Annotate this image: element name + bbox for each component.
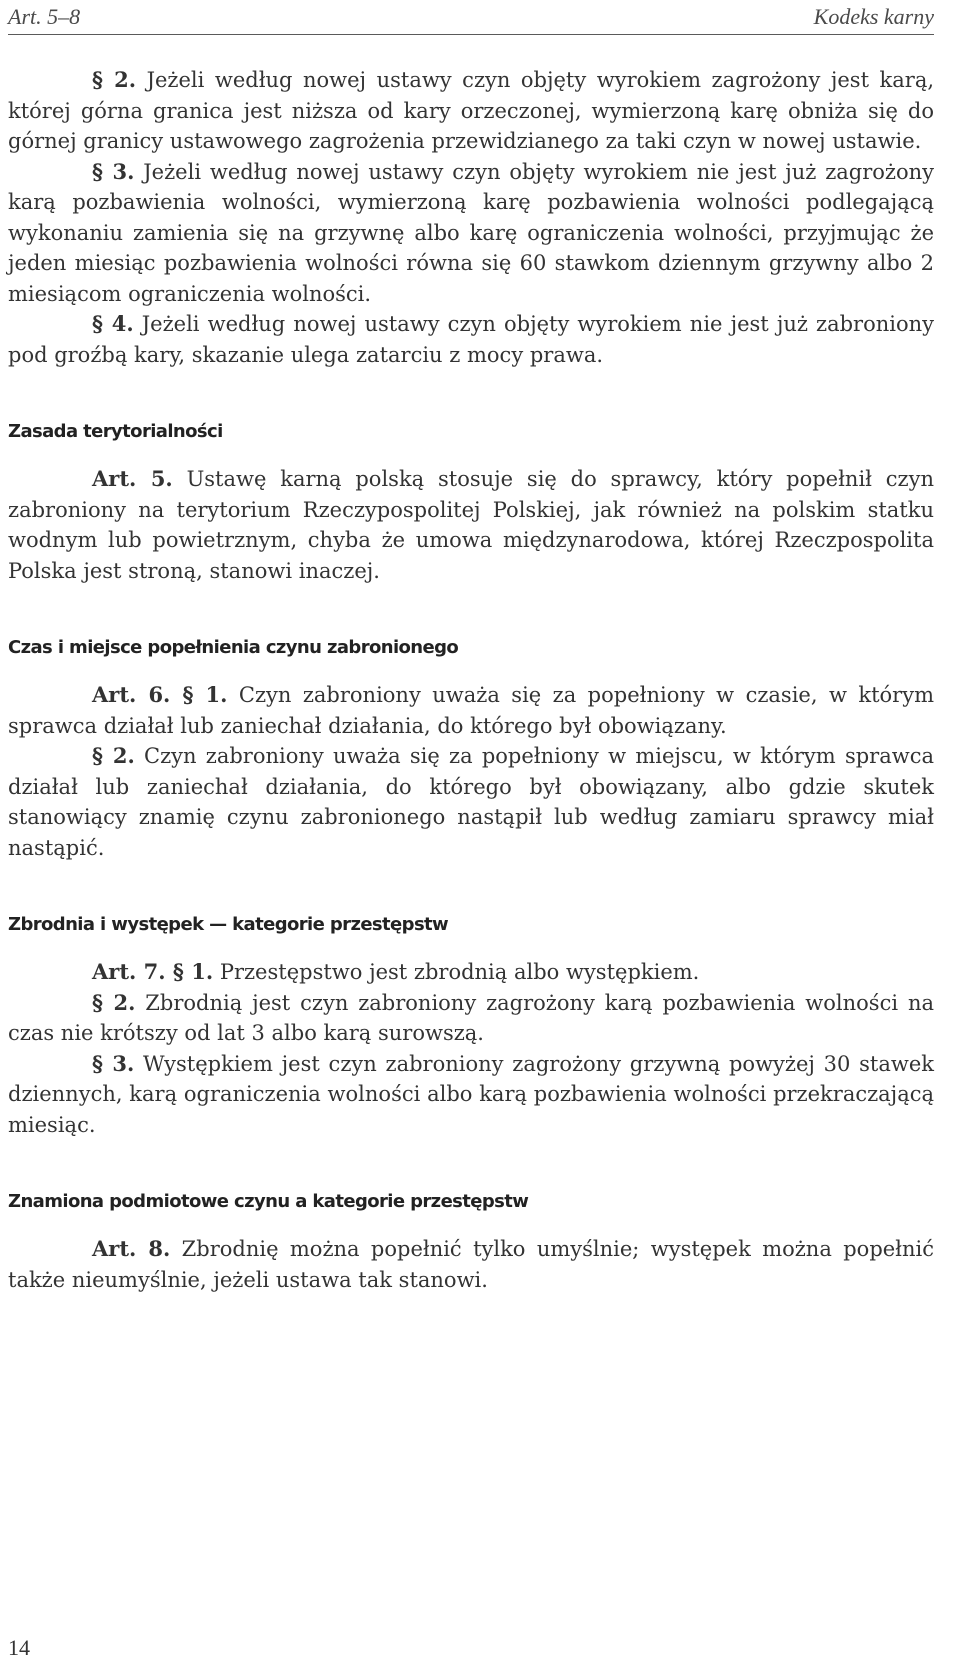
paragraph-text: Jeżeli według nowej ustawy czyn objęty wyrokiem nie jest już zabroniony pod groźbą kary, skazanie ulega zatarciu z mocy prawa.	[8, 312, 934, 367]
paragraph-text: Czyn zabroniony uważa się za popełniony w miejscu, w którym sprawca działał lub zaniechał działania, do którego był obowiązany, albo gdzie skutek stanowiący znamię czynu zabronionego nastąpił lub według zamiaru sprawcy miał nastąpić.	[8, 744, 934, 860]
section-number: § 2.	[92, 989, 136, 1015]
paragraph-text: Przestępstwo jest zbrodnią albo występkiem.	[213, 960, 700, 984]
article-number: Art. 7.	[92, 959, 166, 984]
article-number: Art. 5.	[92, 466, 173, 491]
paragraph-text: Występkiem jest czyn zabroniony zagrożony grzywną powyżej 30 stawek dziennych, karą ograniczenia wolności albo karą pozbawienia wolności przekraczającą miesiąc.	[8, 1051, 935, 1137]
paragraph-text: Jeżeli według nowej ustawy czyn objęty wyrokiem zagrożony jest karą, której górna granica jest niższa od kary orzeczonej, wymierzoną karę obniża się do górnej granicy ustawowego zagrożenia przewidzianego za taki czyn w nowej ustawie.	[8, 68, 935, 153]
art7-paragraph-1	[8, 957, 934, 988]
art6-paragraph-2	[8, 741, 934, 863]
section-number: § 1.	[165, 959, 214, 984]
section-number: § 2.	[92, 743, 135, 768]
heading-art7: Zbrodnia i występek — kategorie przestępstw	[8, 914, 449, 935]
heading-art6: Czas i miejsce popełnienia czynu zabronionego	[8, 637, 459, 658]
section-number: § 2.	[92, 67, 137, 92]
paragraph-text: Czyn zabroniony uważa się za popełniony w czasie, w którym sprawca działał lub zaniechał działania, do którego był obowiązany.	[8, 683, 934, 738]
art7-paragraph-3	[8, 1049, 934, 1141]
section-number: § 3.	[92, 158, 135, 184]
section-number: § 4.	[92, 311, 134, 336]
paragraph-text: Zbrodnią jest czyn zabroniony zagrożony karą pozbawienia wolności na czas nie krótszy od lat 3 albo karą surowszą.	[8, 990, 934, 1045]
article-number: Art. 8.	[92, 1236, 171, 1261]
heading-art5: Zasada terytorialności	[8, 421, 223, 442]
art4-paragraph-4	[8, 309, 934, 370]
section-number: § 3.	[92, 1050, 135, 1076]
art4-paragraph-2	[8, 65, 934, 157]
section-number: § 1.	[170, 682, 228, 707]
art7-paragraph-2	[8, 988, 934, 1049]
header-book-title: Kodeks karny	[813, 4, 934, 29]
art4-paragraph-3	[8, 157, 934, 310]
heading-art8: Znamiona podmiotowe czynu a kategorie przestępstw	[8, 1191, 529, 1212]
document-body	[8, 65, 934, 1295]
paragraph-text: Zbrodnię można popełnić tylko umyślnie; występek można popełnić także nieumyślnie, jeżeli ustawa tak stanowi.	[8, 1237, 934, 1292]
art5-paragraph	[8, 464, 934, 586]
art8-paragraph	[8, 1234, 934, 1295]
page-number: 14	[8, 1635, 30, 1660]
running-header	[8, 4, 934, 35]
paragraph-text: Jeżeli według nowej ustawy czyn objęty wyrokiem nie jest już zagrożony karą pozbawienia wolności, wymierzoną karę pozbawienia wolności podlegającą wykonaniu zamienia się na grzywnę albo karę ograniczenia wolności, przyjmując że jeden miesiąc pozbawienia wolności równa się 60 stawkom dziennym grzywny albo 2 miesiącom ograniczenia wolności.	[8, 159, 935, 306]
header-article-range: Art. 5–8	[8, 4, 81, 29]
article-number: Art. 6.	[92, 682, 171, 707]
paragraph-text: Ustawę karną polską stosuje się do sprawcy, który popełnił czyn zabroniony na terytorium Rzeczypospolitej Polskiej, jak również na polskim statku wodnym lub powietrznym, chyba że umowa międzynarodowa, której Rzeczpospolita Polska jest stroną, stanowi inaczej.	[8, 467, 934, 583]
art6-paragraph-1	[8, 680, 934, 741]
